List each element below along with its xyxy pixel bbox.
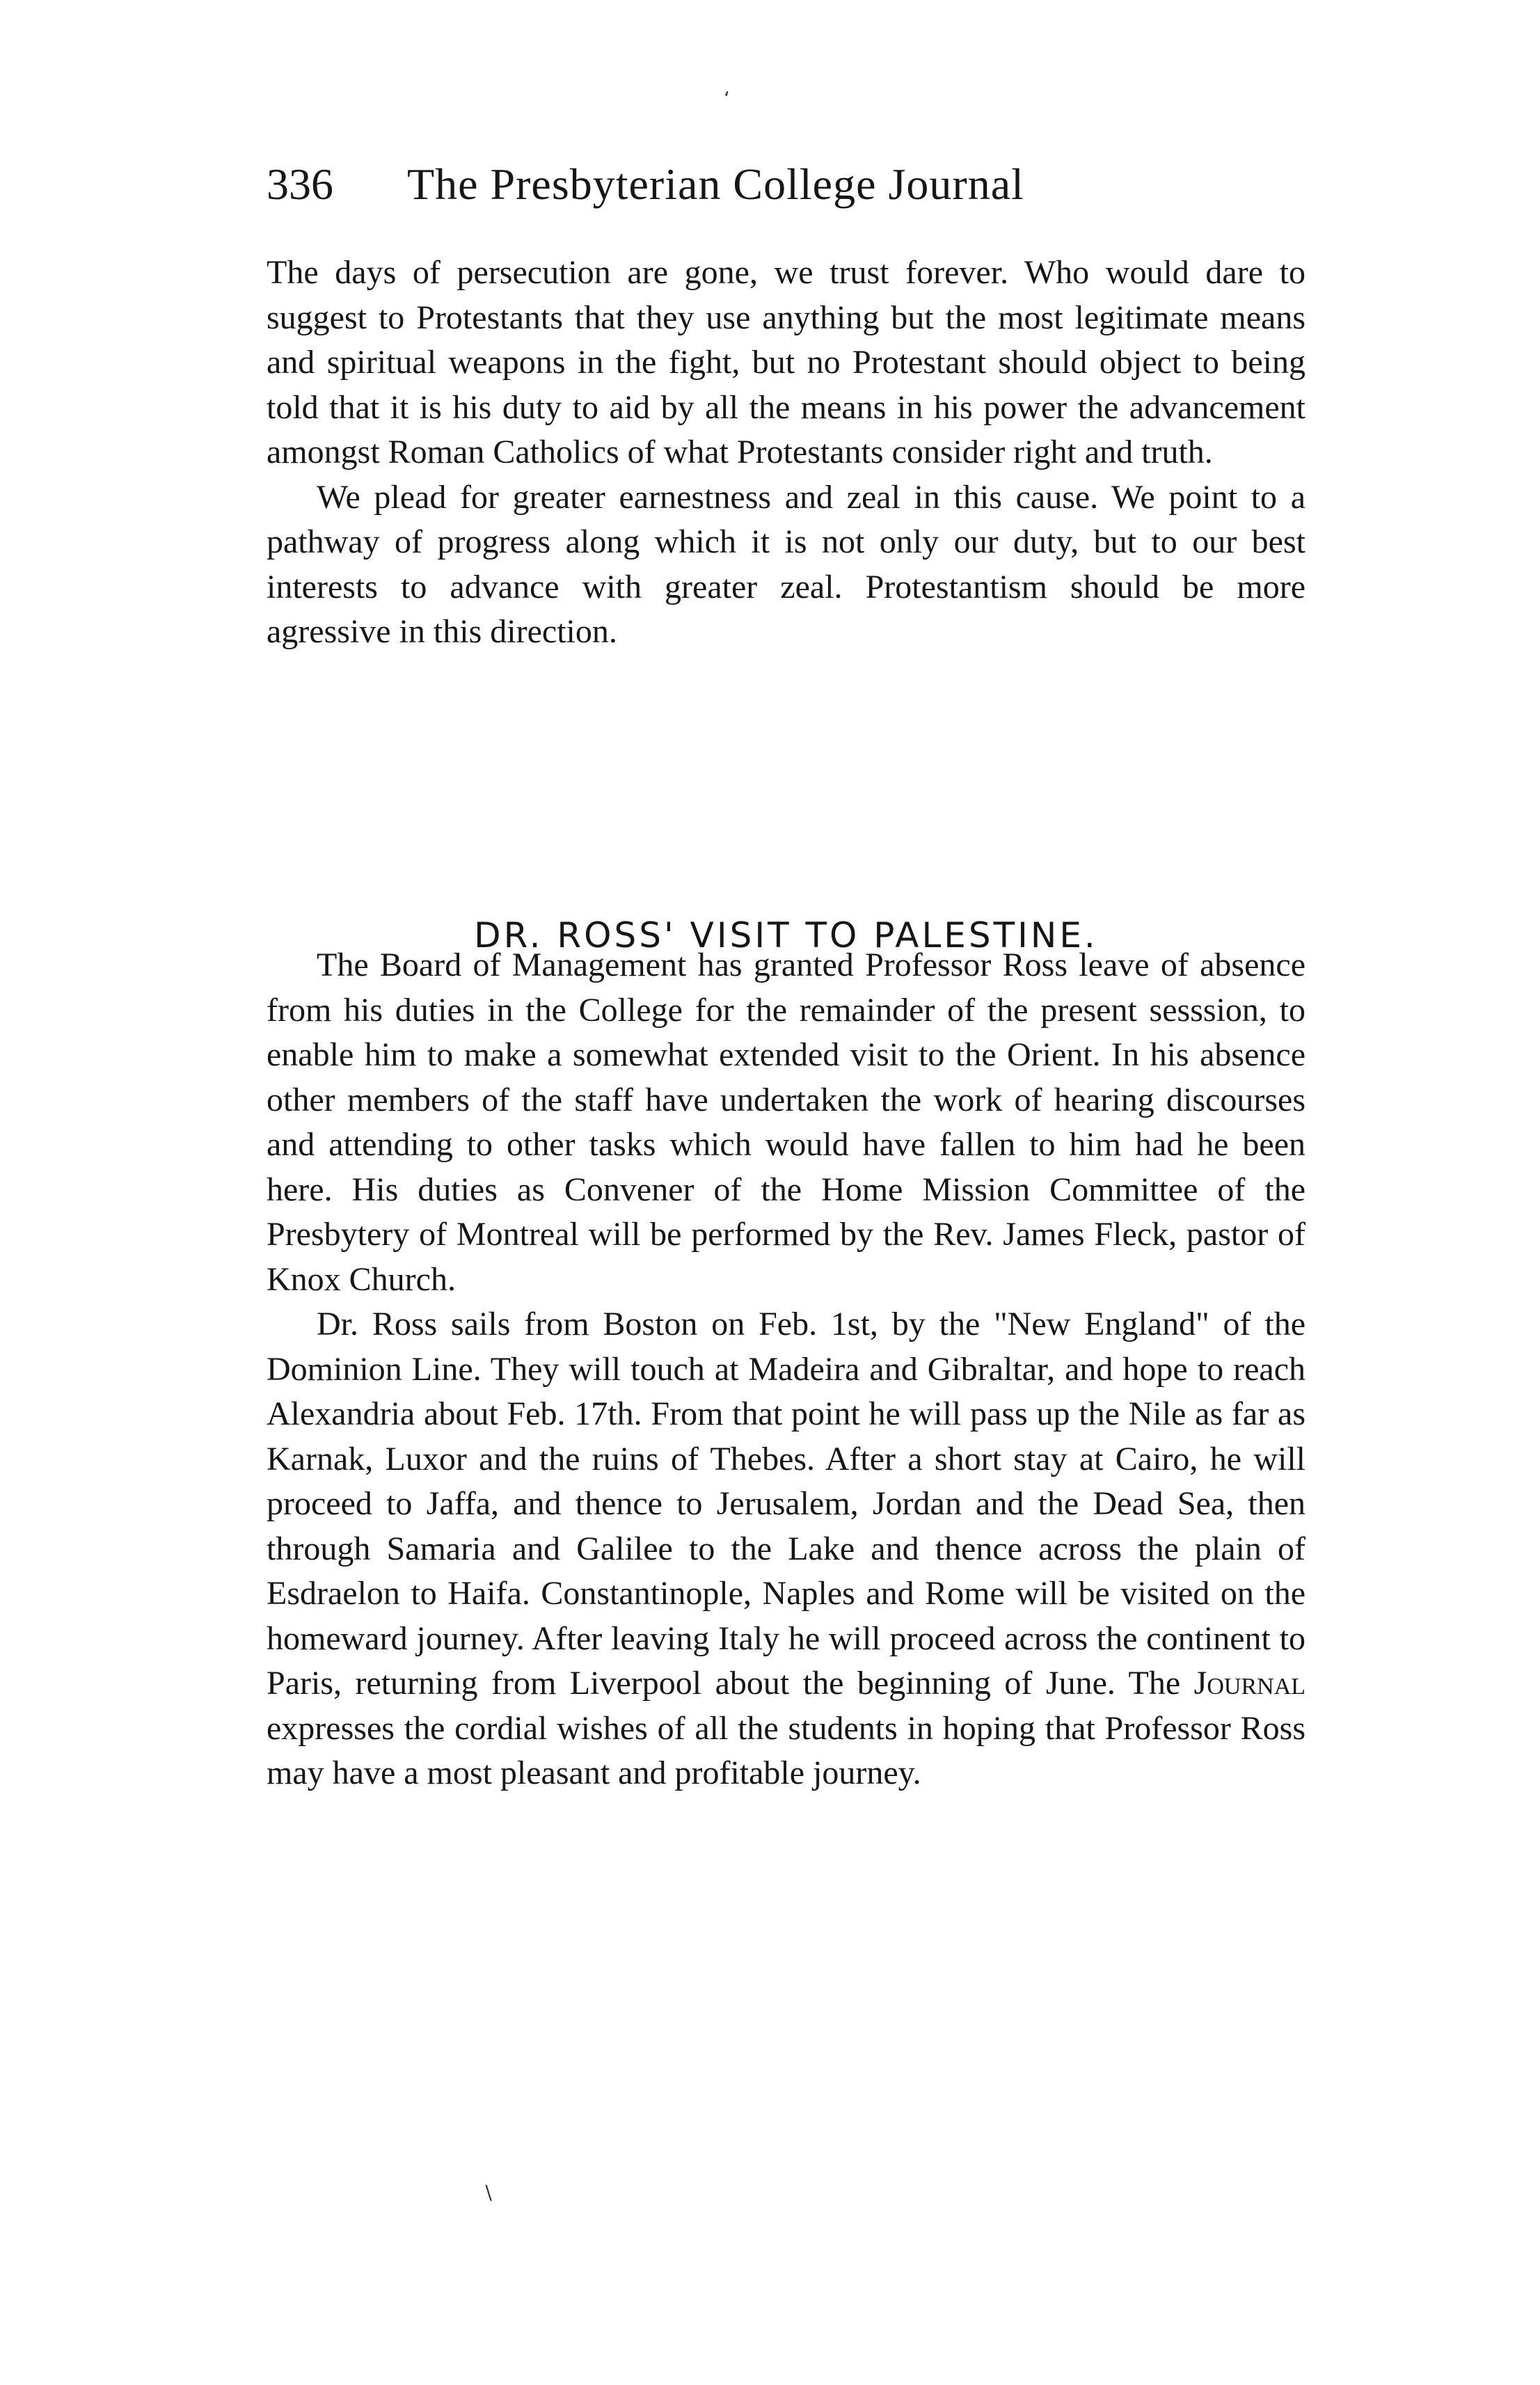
intro-text <box>267 251 1305 655</box>
intro-paragraph: The days of persecution are gone, we trust forever. Who would dare to suggest to Protestants that they use anything but the most legitimate means and spiritual weapons in the fight, but no Protestant should object to being told that it is his duty to aid by all the means in his power the advancement amongst Roman Catholics of what Protestants consider right and truth. <box>267 254 1305 470</box>
page-number: 336 <box>267 159 333 209</box>
article-body <box>267 943 1305 1796</box>
article-title: DR. ROSS' VISIT TO PALESTINE. <box>474 914 1098 956</box>
speck-mark: ‘ <box>724 87 730 110</box>
speck-mark: ∖ <box>482 2182 494 2205</box>
journal-word: Journal <box>1193 1665 1306 1702</box>
article-text-before: Dr. Ross sails from Boston on Feb. 1st, by the "New England" of the Dominion Line. They will touch at Madeira and Gibraltar, and hope to reach Alexandria about Feb. 17th. From that point he will pass up the Nile as far as Karnak, Luxor and the ruins of Thebes. After a short stay at Cairo, he will proceed to Jaffa, and thence to Jerusalem, Jordan and the Dead Sea, then through Samaria and Galilee to the Lake and thence across the plain of Esdraelon to Haifa. Constantinople, Naples and Rome will be visited on the homeward journey. After leaving Italy he will proceed across the continent to Paris, returning from Liverpool about the beginning of June. The <box>267 1306 1305 1702</box>
article-paragraph-last <box>267 1302 1305 1796</box>
running-title: The Presbyterian College Journal <box>407 159 1024 209</box>
article-text-after: expresses the cordial wishes of all the students in hoping that Professor Ross may have a most pleasant and profitable journey. <box>267 1709 1305 1791</box>
page-header <box>267 153 1310 216</box>
intro-paragraph: We plead for greater earnestness and zeal in this cause. We point to a pathway of progress along which it is not only our duty, but to our best interests to advance with greater zeal. Protestantism should be more agressive in this direction. <box>267 478 1305 650</box>
article-paragraph: The Board of Management has granted Professor Ross leave of absence from his duties in the College for the remainder of the present sesssion, to enable him to make a somewhat extended visit to the Orient. In his absence other members of the staff have undertaken the work of hearing discourses and attending to other tasks which would have fallen to him had he been here. His duties as Convener of the Home Mission Committee of the Presbytery of Montreal will be performed by the Rev. James Fleck, pastor of Knox Church. <box>267 946 1305 1298</box>
